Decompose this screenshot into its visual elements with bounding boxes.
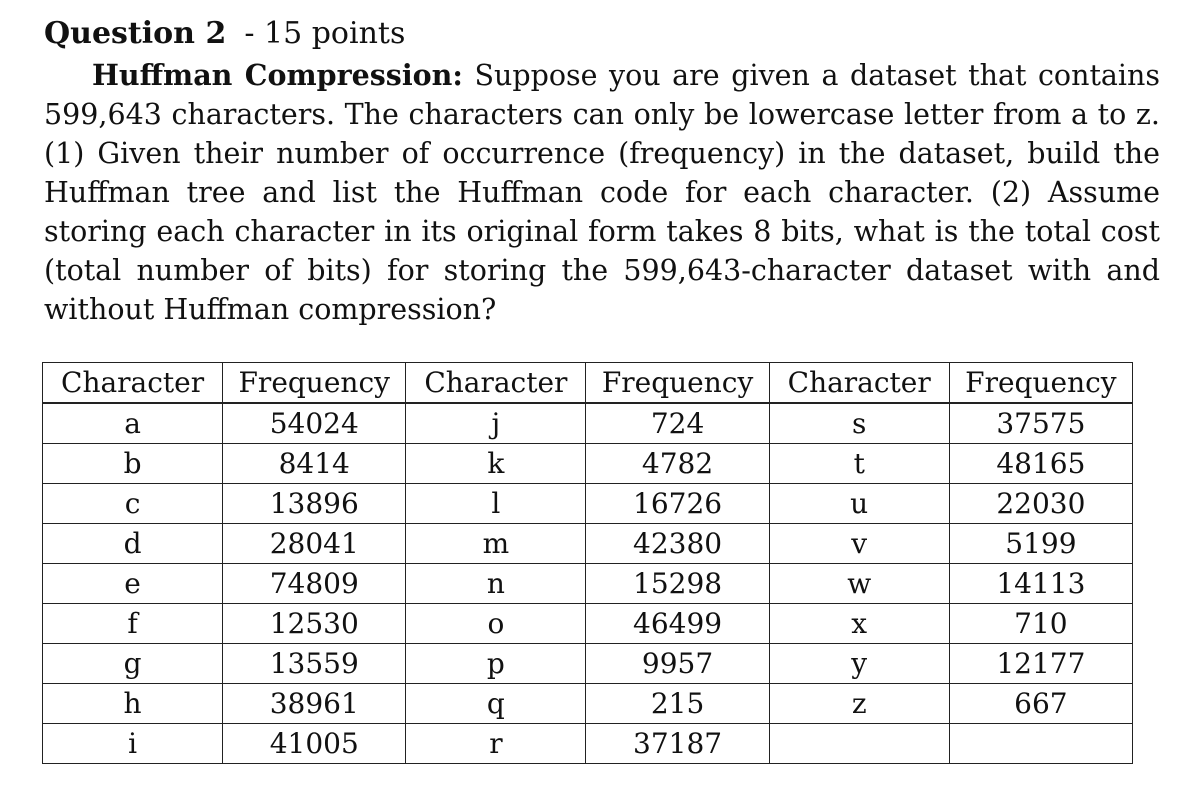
character-cell: n <box>406 564 586 604</box>
character-cell: w <box>769 564 949 604</box>
character-cell: p <box>406 644 586 684</box>
frequency-cell: 13896 <box>223 484 406 524</box>
table-row <box>43 604 1133 644</box>
table-body <box>43 403 1133 764</box>
character-cell: i <box>43 724 223 764</box>
character-cell: h <box>43 684 223 724</box>
question-title: Question 2 <box>44 16 227 51</box>
frequency-cell: 28041 <box>223 524 406 564</box>
character-cell: v <box>769 524 949 564</box>
frequency-cell: 5199 <box>949 524 1132 564</box>
frequency-cell: 16726 <box>586 484 769 524</box>
frequency-cell: 42380 <box>586 524 769 564</box>
table-row <box>43 403 1133 444</box>
frequency-cell: 8414 <box>223 444 406 484</box>
problem-text: Suppose you are given a dataset that contains 599,643 characters. The characters can only be lowercase letter from a to z. (1) Given their number of occurrence (frequency) in the dataset, build the Huffman tree and list the Huffman code for each character. (2) Assume storing each character in its original form takes 8 bits, what is the total cost (total number of bits) for storing the 599,643-character dataset with and without Huffman compression? <box>44 59 1160 326</box>
character-cell: x <box>769 604 949 644</box>
character-cell: l <box>406 484 586 524</box>
character-cell: k <box>406 444 586 484</box>
character-cell: m <box>406 524 586 564</box>
frequency-cell: 38961 <box>223 684 406 724</box>
frequency-cell: 710 <box>949 604 1132 644</box>
frequency-cell: 15298 <box>586 564 769 604</box>
frequency-cell: 46499 <box>586 604 769 644</box>
character-cell: z <box>769 684 949 724</box>
question-points: - 15 points <box>244 16 406 51</box>
frequency-cell: 724 <box>586 403 769 444</box>
character-cell: r <box>406 724 586 764</box>
header-frequency-1: Frequency <box>223 363 406 404</box>
character-cell: o <box>406 604 586 644</box>
frequency-cell: 48165 <box>949 444 1132 484</box>
frequency-cell: 37575 <box>949 403 1132 444</box>
character-cell: t <box>769 444 949 484</box>
frequency-table <box>42 362 1133 764</box>
header-frequency-3: Frequency <box>949 363 1132 404</box>
character-cell: u <box>769 484 949 524</box>
table-row <box>43 684 1133 724</box>
header-frequency-2: Frequency <box>586 363 769 404</box>
character-cell: e <box>43 564 223 604</box>
header-character-1: Character <box>43 363 223 404</box>
table-row <box>43 444 1133 484</box>
character-cell: b <box>43 444 223 484</box>
problem-statement <box>44 56 1160 329</box>
frequency-cell: 12177 <box>949 644 1132 684</box>
table-header-row <box>43 363 1133 404</box>
frequency-cell: 667 <box>949 684 1132 724</box>
character-cell: c <box>43 484 223 524</box>
frequency-cell: 13559 <box>223 644 406 684</box>
table-row <box>43 484 1133 524</box>
frequency-cell: 14113 <box>949 564 1132 604</box>
table-row <box>43 524 1133 564</box>
frequency-cell: 4782 <box>586 444 769 484</box>
frequency-cell: 41005 <box>223 724 406 764</box>
character-cell: q <box>406 684 586 724</box>
character-cell: f <box>43 604 223 644</box>
header-character-2: Character <box>406 363 586 404</box>
character-cell: a <box>43 403 223 444</box>
table-row <box>43 724 1133 764</box>
frequency-cell: 54024 <box>223 403 406 444</box>
frequency-cell: 74809 <box>223 564 406 604</box>
character-cell: j <box>406 403 586 444</box>
question-heading <box>44 14 405 54</box>
frequency-cell: 12530 <box>223 604 406 644</box>
problem-term: Huffman Compression: <box>92 58 463 92</box>
table-row <box>43 644 1133 684</box>
character-cell <box>769 724 949 764</box>
character-cell: d <box>43 524 223 564</box>
frequency-cell: 215 <box>586 684 769 724</box>
frequency-cell <box>949 724 1132 764</box>
character-cell: y <box>769 644 949 684</box>
character-cell: g <box>43 644 223 684</box>
frequency-cell: 9957 <box>586 644 769 684</box>
character-cell: s <box>769 403 949 444</box>
frequency-cell: 22030 <box>949 484 1132 524</box>
header-character-3: Character <box>769 363 949 404</box>
frequency-cell: 37187 <box>586 724 769 764</box>
table-row <box>43 564 1133 604</box>
